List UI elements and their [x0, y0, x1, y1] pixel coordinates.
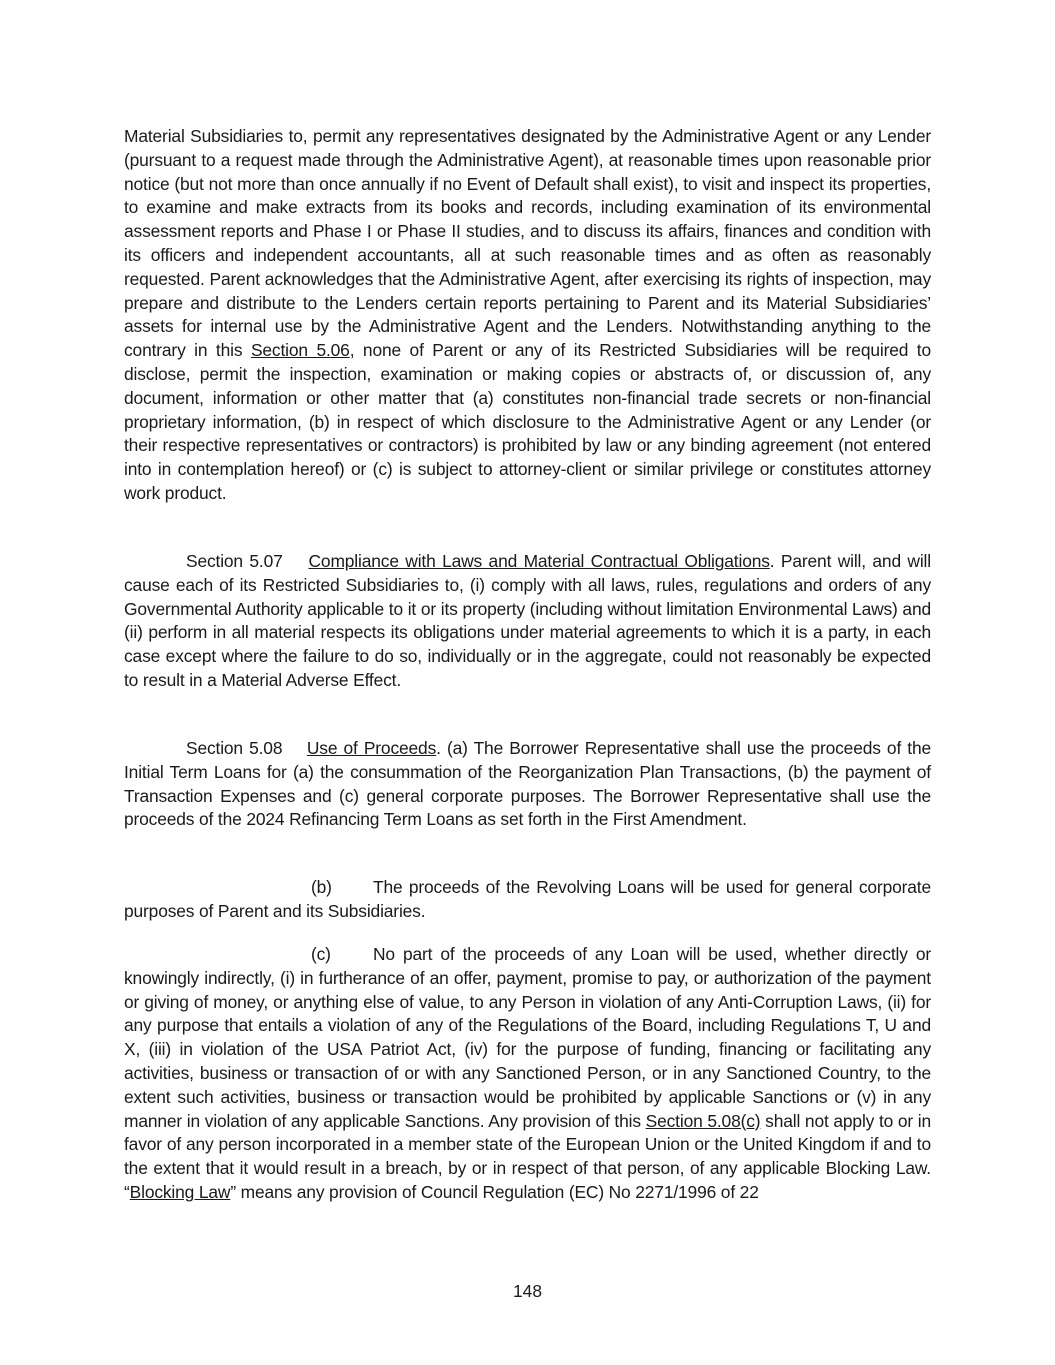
section-heading: Use of Proceeds [306, 738, 437, 758]
section-heading: Compliance with Laws and Material Contractual Obligations [308, 551, 770, 571]
defined-term-blocking-law: Blocking Law [129, 1181, 231, 1202]
paragraph-text: , none of Parent or any of its Restricted Subsidiaries will be required to disclose, permit the inspection, examination or making copies or abstracts of, or discussion of, any document, information or other matter that (a) constitutes non-financial trade secrets or non-financial proprietary information, (b) in respect of which disclosure to the Administrative Agent or any Lender (or their respective representatives or contractors) is prohibited by law or any binding agreement (not entered into in contemplation hereof) or (c) is subject to attorney-client or similar privilege or constitutes attorney work product. [124, 340, 932, 503]
clause-c-text: ” means any provision of Council Regulation (EC) No 2271/1996 of 22 [230, 1181, 759, 1202]
section-reference-5-06: Section 5.06 [250, 340, 350, 361]
clause-label: (c) [311, 944, 331, 964]
section-5-08-clause-a [124, 737, 931, 832]
clause-c-text: shall not apply to or in favor of any person incorporated in a member state of the European Union or the United Kingdom if and to the extent that it would result in a breach, by or in respect of that person, of any applicable Blocking Law. “ [124, 1110, 932, 1202]
paragraph-inspection-rights [124, 125, 931, 506]
section-5-07 [124, 550, 931, 693]
clause-b-text: The proceeds of the Revolving Loans will be used for general corporate purposes of Parent and its Subsidiaries. [124, 877, 931, 921]
section-5-08-clause-b [124, 876, 931, 924]
clause-label: (b) [311, 877, 332, 897]
section-reference-5-08c: Section 5.08(c) [645, 1110, 761, 1131]
section-number: Section 5.08 [186, 738, 283, 758]
paragraph-text: Material Subsidiaries to, permit any representatives designated by the Administrative Agent or any Lender (pursuant to a request made through the Administrative Agent), at reasonable times upon reasonable prior notice (but not more than once annually if no Event of Default shall exist), to visit and inspect its properties, to examine and make extracts from its books and records, including examination of its environmental assessment reports and Phase I or Phase II studies, and to discuss its affairs, finances and condition with its officers and independent accountants, all at such reasonable times and as often as reasonably requested. Parent acknowledges that the Administrative Agent, after exercising its rights of inspection, may prepare and distribute to the Lenders certain reports pertaining to Parent and its Material Subsidiaries’ assets for internal use by the Administrative Agent and the Lenders. Notwithstanding anything to the contrary in this [124, 126, 931, 361]
section-number: Section 5.07 [186, 551, 283, 571]
clause-c-text: No part of the proceeds of any Loan will be used, whether directly or knowingly indirectly, (i) in furtherance of an offer, payment, promise to pay, or authorization of the payment or giving of money, or anything else of value, to any Person in violation of any Anti-Corruption Laws, (ii) for any purpose that entails a violation of any of the Regulations of the Board, including Regulations T, U and X, (iii) in violation of the USA Patriot Act, (iv) for the purpose of funding, financing or facilitating any activities, business or transaction of or with any Sanctioned Person, or in any Sanctioned Country, to the extent such activities, business or transaction would be prohibited by applicable Sanctions or (v) in any manner in violation of any applicable Sanctions. Any provision of this [124, 944, 931, 1131]
section-body: . Parent will, and will cause each of its Restricted Subsidiaries to, (i) comply with all laws, rules, regulations and orders of any Governmental Authority applicable to it or its property (including without limitation Environmental Laws) and (ii) perform in all material respects its obligations under material agreements to which it is a party, in each case except where the failure to do so, individually or in the aggregate, could not reasonably be expected to result in a Material Adverse Effect. [124, 551, 931, 690]
page-number: 148 [512, 1281, 542, 1301]
section-5-08-clause-c [124, 943, 931, 1205]
clause-a-text: . (a) The Borrower Representative shall use the proceeds of the Initial Term Loans for (a) the consummation of the Reorganization Plan Transactions, (b) the payment of Transaction Expenses and (c) general corporate purposes. The Borrower Representative shall use the proceeds of the 2024 Refinancing Term Loans as set forth in the First Amendment. [124, 738, 931, 830]
